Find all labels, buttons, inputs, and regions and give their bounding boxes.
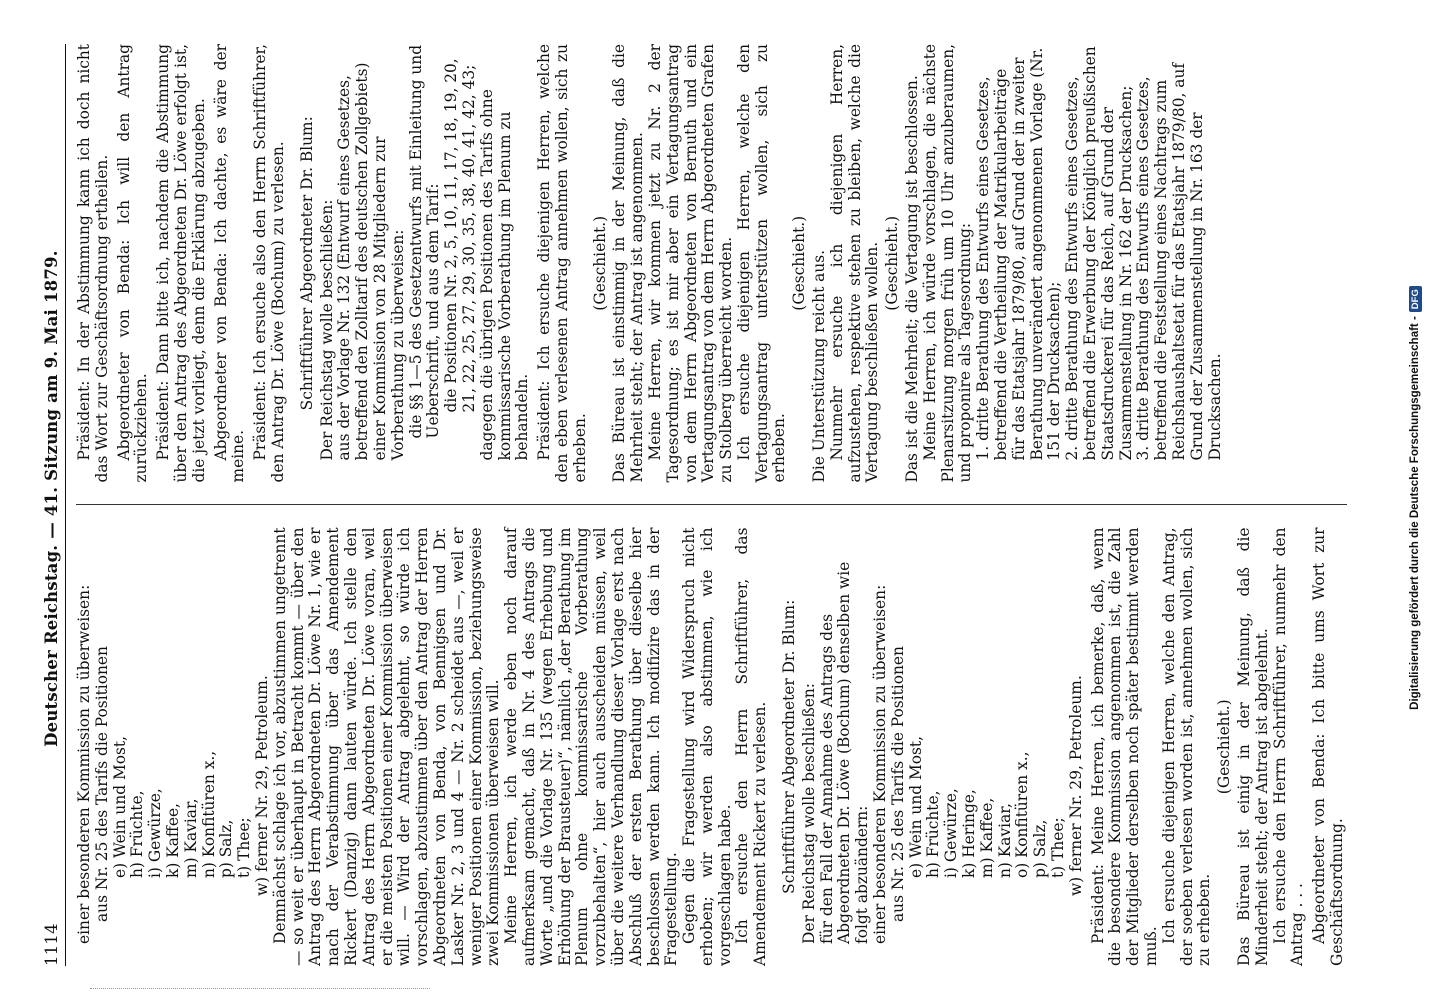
paragraph: Demnächst schlage ich vor, abzustimmen ungetrennt — so weit er überhaupt in Betracht kommt — über den Antrag des Herrn Abgeordneten Dr. Löwe Nr. 1, wie er nach der Verabstimmung über das Amendement Rickert (Danzig) dann lauten würde. Ich stelle den Antrag des Herrn Abgeordneten Dr. Löwe voran, weil er die meisten Positionen einer Kommission überweisen will. — Wird der Antrag abgelehnt, so würde ich vorschlagen, abzustimmen über den Antrag der Herren Abgeordneten von Benda, von Bennigsen und Dr. Lasker Nr. 2, 3 und 4 — Nr. 2 scheidet aus —, weil er weniger Positionen einer Kommission, beziehungsweise zwei Kommissionen überweisen will.: [270, 527, 503, 966]
paragraph: Die Unterstützung reicht aus.: [810, 249, 829, 483]
list-item: m) Kaffee,: [977, 797, 996, 878]
paragraph: Abgeordneter von Benda: Ich will den Antrag zurückziehen.: [114, 44, 151, 483]
paragraph: Das Büreau ist einig in der Meinung, daß die Minderheit steht; der Antrag ist abgelehnt.: [1235, 527, 1271, 966]
list-item: n) Konfitüren x.,: [199, 750, 218, 878]
paragraph: Der Reichstag wolle beschließen:: [317, 199, 336, 461]
paragraph: Präsident: Ich ersuche diejenigen Herren, welche den eben verlesenen Antrag annehmen wollen, sich zu erheben.: [535, 44, 589, 483]
list-item: p) Salz,: [217, 819, 236, 878]
funding-note: Digitalisierung gefördert durch die Deutsche Forschungsgemeinschaft -: [1409, 316, 1421, 710]
page-number: 1114: [42, 923, 61, 966]
paragraph: einer besonderen Kommission zu überweisen:: [75, 584, 93, 944]
stage-note: (Geschieht.): [790, 215, 809, 311]
page-header: [42, 44, 66, 966]
right-column: [76, 44, 1347, 506]
stage-note: (Geschieht.): [883, 215, 902, 311]
list-item: i) Gewürze,: [942, 788, 961, 878]
digitization-margin-note: [1406, 8, 1424, 988]
paragraph: die Positionen Nr. 2, 5, 10, 11, 17, 18, 19, 20, 21, 22, 25, 27, 29, 30, 35, 38, 40, 41, 42, 43;: [442, 58, 478, 413]
list-item: t) Thee;: [1049, 817, 1068, 878]
paragraph: Das Büreau ist einstimmig in der Meinung, daß die Mehrheit steht; der Antrag ist angenommen.: [610, 44, 647, 483]
running-title: Deutscher Reichstag. — 41. Sitzung am 9. Mai 1879.: [42, 250, 61, 747]
list-item: w) ferner Nr. 29, Petroleum.: [1066, 675, 1085, 896]
speaker-heading: Schriftführer Abgeordneter Dr. Blum:: [297, 116, 316, 411]
paragraph: Ich ersuche diejenigen Herren, welche den Vertagungsantrag unterstützen wollen, sich zu erheben.: [734, 44, 789, 483]
paragraph: Meine Herren, ich würde vorschlagen, die nächste Plenarsitzung morgen früh um 10 Uhr anzuberaumen, und proponire als Tagesordnung:: [920, 44, 975, 483]
paragraph: für den Fall der Annahme des Antrags des Abgeordneten Dr. Löwe (Bochum) denselben wie folgt abzuändern:: [817, 561, 872, 944]
list-item: k) Kaffee,: [163, 803, 182, 878]
list-item: w) ferner Nr. 29, Petroleum.: [252, 675, 271, 896]
paragraph: Der Reichstag wolle beschließen:: [799, 683, 818, 944]
paragraph: einer besonderen Kommission zu überweisen:: [871, 584, 890, 944]
speaker-heading: Schriftführer Abgeordneter Dr. Blum:: [780, 599, 799, 894]
paragraph: Meine Herren, ich werde eben noch darauf aufmerksam gemacht, daß in Nr. 4 des Antrags die Worte „und die Vorlage Nr. 135 (wegen Erhebung und Erhöhung der Brausteuer)“, nämlich „der Berathung im Plenum ohne kommissarische Vorberathung vorzubehalten“, hier auch ausscheiden müssen, weil über die weitere Verhandlung dieser Vorlage erst nach Abschluß der ersten Berathung über dieselbe hier beschlossen werden kann. Ich modifizire das in der Fragestellung.: [502, 527, 681, 966]
agenda-item: 2. dritte Berathung des Entwurfs eines Gesetzes, betreffend die Erwerbung der Königlich preußischen Staatsdruckerei für das Reich, auf Grund der Zusammenstellung in Nr. 162 der Drucksachen;: [1063, 46, 1135, 461]
list-item: i) Gewürze,: [146, 788, 165, 878]
agenda-item: 1. dritte Berathung des Entwurfs eines Gesetzes, betreffend die Vertheilung der Matrikularbeiträge für das Etatsjahr 1879/80, auf Grund der in zweiter Berathung unverändert angenommenen Vorlage (Nr. 151 der Drucksachen);: [974, 47, 1064, 461]
paragraph: aus Nr. 25 des Tarifs die Positionen: [888, 646, 907, 922]
list-item: h) Früchte,: [128, 790, 147, 878]
paragraph: Präsident: Dann bitte ich, nachdem die Abstimmung über den Antrag des Abgeordneten Dr. Löwe erfolgt ist, die jetzt vorliegt, denn die Erklärung abzugeben.: [154, 44, 208, 483]
list-item: t) Thee;: [235, 817, 254, 878]
list-item: k) Heringe,: [960, 789, 979, 878]
paragraph: Abgeordneter von Benda: Ich bitte ums Wort zur Geschäftsordnung.: [1310, 527, 1346, 966]
left-column: [76, 506, 1347, 967]
paragraph: Präsident: Ich ersuche also den Herrn Schriftführer, den Antrag Dr. Löwe (Bochum) zu verlesen.: [251, 44, 287, 483]
list-item: p) Salz,: [1031, 819, 1050, 878]
list-item: e) Wein und Most,: [906, 736, 925, 878]
agenda-item: 3. dritte Berathung des Entwurfs eines Gesetzes, betreffend die Feststellung eines Nachtrags zum Reichshaushaltsetat für das Etatsjahr 1879/80, auf Grund der Zusammenstellung in Nr. 163 der Drucksachen.: [1134, 62, 1224, 461]
paragraph: Gegen die Fragestellung wird Widerspruch nicht erhoben; wir werden also abstimmen, wie ich vorgeschlagen habe.: [680, 527, 734, 966]
paragraph: Abgeordneter von Benda: Ich dachte, es wäre der meine.: [211, 44, 248, 483]
paragraph: Präsident: Meine Herren, ich bemerke, daß, wenn die besondere Kommission angenommen ist, die Zahl der Mitglieder derselben noch später bestimmt werden muß.: [1088, 527, 1161, 966]
list-item: o) Konfitüren x.,: [1013, 751, 1032, 878]
paragraph: Das ist die Mehrheit; die Vertagung ist beschlossen.: [903, 75, 922, 483]
list-item: m) Kaviar,: [181, 798, 200, 878]
paragraph: Nunmehr ersuche ich diejenigen Herren, aufzustehen, respektive stehen zu bleiben, welche die Vertagung beschließen wollen.: [827, 44, 882, 483]
list-item: e) Wein und Most,: [110, 736, 129, 878]
paragraph: die §§ 1—5 des Gesetzentwurfs mit Einleitung und Ueberschrift, und aus dem Tarif:: [406, 44, 443, 439]
paragraph: dagegen die übrigen Positionen des Tarifs ohne kommissarische Vorberathung im Plenum zu behandeln.: [477, 89, 532, 461]
paragraph: Ich ersuche den Herrn Schriftführer, das Amendement Rickert zu verlesen.: [733, 527, 770, 966]
paragraph: Ich ersuche den Herrn Schriftführer, nunmehr den Antrag . . .: [1270, 527, 1307, 966]
text-columns: [76, 44, 1347, 966]
dfg-logo: DFG: [1409, 286, 1422, 312]
paragraph: aus Nr. 25 des Tarifs die Positionen: [92, 646, 111, 922]
stage-note: (Geschieht.): [590, 215, 609, 311]
list-item: h) Früchte,: [924, 790, 943, 878]
list-item: n) Kaviar,: [995, 803, 1014, 878]
scan-edge-marks: [90, 988, 430, 995]
paragraph: aus der Vorlage Nr. 132 (Entwurf eines Gesetzes, betreffend den Zolltarif des deutschen Zollgebiets) einer Kommission von 28 Mitgliedern zur Vorberathung zu überweisen:: [335, 62, 407, 461]
paragraph: Meine Herren, wir kommen jetzt zu Nr. 2 der Tagesordnung; es ist mir aber ein Vertagungsantrag von dem Herrn Abgeordneten von Bernuth und ein Vertagungsantrag von dem Herrn Abgeordneten Grafen zu Stolberg überreicht worden.: [645, 44, 736, 483]
stage-note: (Geschieht.): [1215, 699, 1234, 795]
paragraph: Präsident: In der Abstimmung kann ich doch nicht das Wort zur Geschäftsordnung ertheilen.: [75, 44, 111, 483]
paragraph: Ich ersuche diejenigen Herren, welche den Antrag, der soeben verlesen worden ist, annehmen wollen, sich zu erheben.: [1159, 527, 1214, 966]
